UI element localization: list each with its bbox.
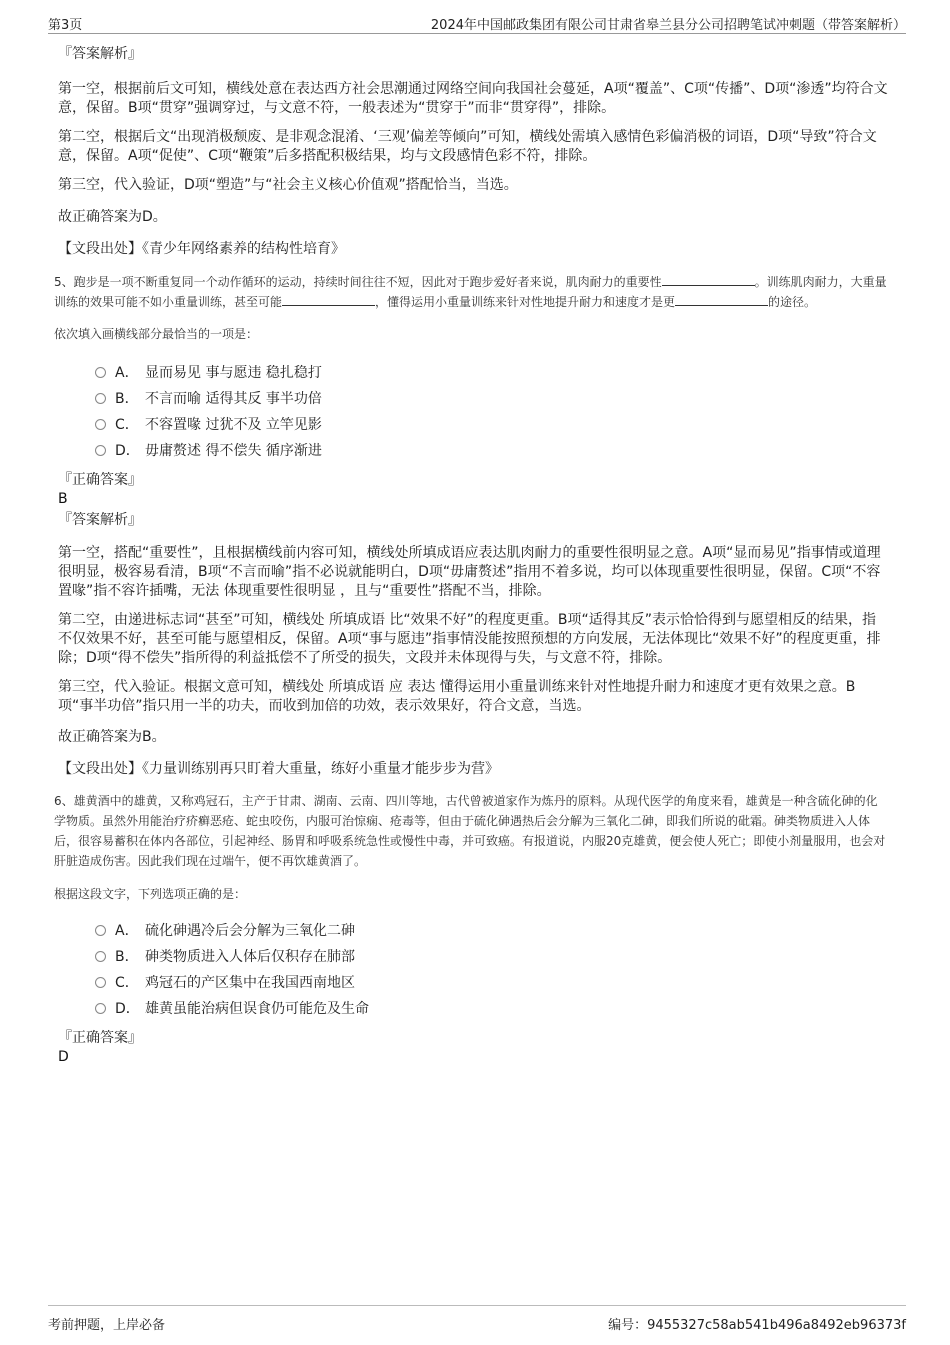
q5-stem-part1: 5、跑步是一项不断重复同一个动作循环的运动，持续时间往往不短，因此对于跑步爱好者来说，肌肉耐力的重要性 [54, 275, 662, 289]
page-header [48, 14, 906, 34]
q6-answer: D [58, 1049, 69, 1065]
q5-analysis-p3: 第三空，代入验证。根据文意可知，横线处 所填成语 应 表达 懂得运用小重量训练来针对性地提升耐力和速度才更有效果之意。B项“事半功倍”指只用一半的功夫，而收到加倍的功效，表示效果好，符合文意，当选。 [58, 679, 856, 714]
q5-analysis-label: 『答案解析』 [58, 512, 142, 528]
q5-blank-1 [662, 273, 755, 286]
q5-answer-label: 『正确答案』 [58, 472, 142, 488]
q5-answer: B [58, 491, 68, 507]
q5-blank-2 [282, 293, 375, 306]
q6-prompt: 根据这段文字，下列选项正确的是： [54, 887, 247, 901]
q5-stem [54, 272, 888, 312]
radio-icon[interactable] [95, 925, 106, 936]
q5-option-d[interactable]: D． 毋庸赘述 得不偿失 循序渐进 [95, 438, 888, 464]
document-title: 2024年中国邮政集团有限公司甘肃省皋兰县分公司招聘笔试冲刺题（带答案解析） [430, 18, 906, 33]
q5-analysis-p1: 第一空，搭配“重要性”，且根据横线前内容可知，横线处所填成语应表达肌肉耐力的重要性很明显之意。A项“显而易见”指事情或道理很明显，极容易看清，B项“不言而喻”指不必说就能明白，D项“毋庸赘述”指用不着多说，均可以体现重要性很明显，保留。C项“不容置喙”指不容许插嘴，无法 体现重要性很明显 ，且与“重要性”搭配不当，排除。 [58, 545, 881, 599]
radio-icon[interactable] [95, 977, 106, 988]
q6-option-b[interactable]: B． 砷类物质进入人体后仅积存在肺部 [95, 944, 888, 970]
q5-option-b[interactable]: B． 不言而喻 适得其反 事半功倍 [95, 386, 888, 412]
q5-stem-part2: 。训练肌肉耐力，大重量训练的效果可能不如小重量训练，甚至可能 [54, 275, 887, 309]
q5-source: 【文段出处】《力量训练别再只盯着大重量，练好小重量才能步步为营》 [58, 761, 499, 777]
q4-conclusion: 故正确答案为D。 [58, 209, 167, 225]
radio-icon[interactable] [95, 951, 106, 962]
document-body [54, 44, 888, 1066]
q5-option-c[interactable]: C． 不容置喙 过犹不及 立竿见影 [95, 412, 888, 438]
radio-icon[interactable] [95, 445, 106, 456]
q6-option-a[interactable]: A． 硫化砷遇冷后会分解为三氧化二砷 [95, 918, 888, 944]
q4-analysis-p1: 第一空，根据前后文可知，横线处意在表达西方社会思潮通过网络空间向我国社会蔓延，A项“覆盖”、C项“传播”、D项“渗透”均符合文意，保留。B项“贯穿”强调穿过，与文意不符，一般表述为“贯穿于”而非“贯穿得”，排除。 [58, 81, 888, 116]
q6-stem: 6、雄黄酒中的雄黄，又称鸡冠石，主产于甘肃、湖南、云南、四川等地，古代曾被道家作为炼丹的原料。从现代医学的角度来看，雄黄是一种含硫化砷的化学物质。虽然外用能治疗疥癣恶疮、蛇虫咬伤，内服可治惊痫、疮毒等，但由于硫化砷遇热后会分解为三氧化二砷，即我们所说的砒霜。砷类物质进入人体后，很容易蓄积在体内各部位，引起神经、肠胃和呼吸系统急性或慢性中毒，并可致癌。有报道说，内服20克雄黄，便会使人死亡；即使小剂量服用，也会对肝脏造成伤害。因此我们现在过端午，便不再饮雄黄酒了。 [54, 794, 886, 868]
q6-options [58, 918, 888, 1022]
q4-source: 【文段出处】《青少年网络素养的结构性培育》 [58, 241, 345, 257]
q5-stem-part3: ，懂得运用小重量训练来针对性地提升耐力和速度才是更 [375, 295, 676, 309]
page-footer [48, 1305, 906, 1333]
document-id: 编号：9455327c58ab541b496a8492eb96373f [608, 1318, 906, 1333]
footer-slogan: 考前押题，上岸必备 [48, 1318, 166, 1333]
q5-blank-3 [675, 293, 768, 306]
radio-icon[interactable] [95, 419, 106, 430]
q5-option-a[interactable]: A． 显而易见 事与愿违 稳扎稳打 [95, 360, 888, 386]
q6-answer-label: 『正确答案』 [58, 1030, 142, 1046]
q5-options [58, 360, 888, 464]
q4-analysis-label: 『答案解析』 [58, 46, 142, 62]
radio-icon[interactable] [95, 393, 106, 404]
q5-analysis-p2: 第二空，由递进标志词“甚至”可知，横线处 所填成语 比“效果不好”的程度更重。B项“适得其反”表示恰恰得到与愿望相反的结果，指不仅效果不好，甚至可能与愿望相反，保留。A项“事与愿违”指事情没能按照预想的方向发展，无法体现比“效果不好”的程度更重，排除；D项“得不偿失”指所得的利益抵偿不了所受的损失，文段并未体现得与失，与文意不符，排除。 [58, 612, 881, 666]
q5-conclusion: 故正确答案为B。 [58, 729, 166, 745]
q5-prompt: 依次填入画横线部分最恰当的一项是： [54, 327, 259, 341]
q5-stem-part4: 的途径。 [768, 295, 817, 309]
q6-option-d[interactable]: D． 雄黄虽能治病但误食仍可能危及生命 [95, 996, 888, 1022]
q4-analysis-p2: 第二空，根据后文“出现消极颓废、是非观念混淆、‘三观’偏差等倾向”可知，横线处需填入感情色彩偏消极的词语，D项“导致”符合文意，保留。A项“促使”、C项“鞭策”后多搭配积极结果，均与文段感情色彩不符，排除。 [58, 129, 877, 164]
q6-option-c[interactable]: C． 鸡冠石的产区集中在我国西南地区 [95, 970, 888, 996]
q4-analysis-p3: 第三空，代入验证，D项“塑造”与“社会主义核心价值观”搭配恰当，当选。 [58, 177, 518, 193]
page-number: 第3页 [48, 18, 83, 33]
radio-icon[interactable] [95, 367, 106, 378]
radio-icon[interactable] [95, 1003, 106, 1014]
